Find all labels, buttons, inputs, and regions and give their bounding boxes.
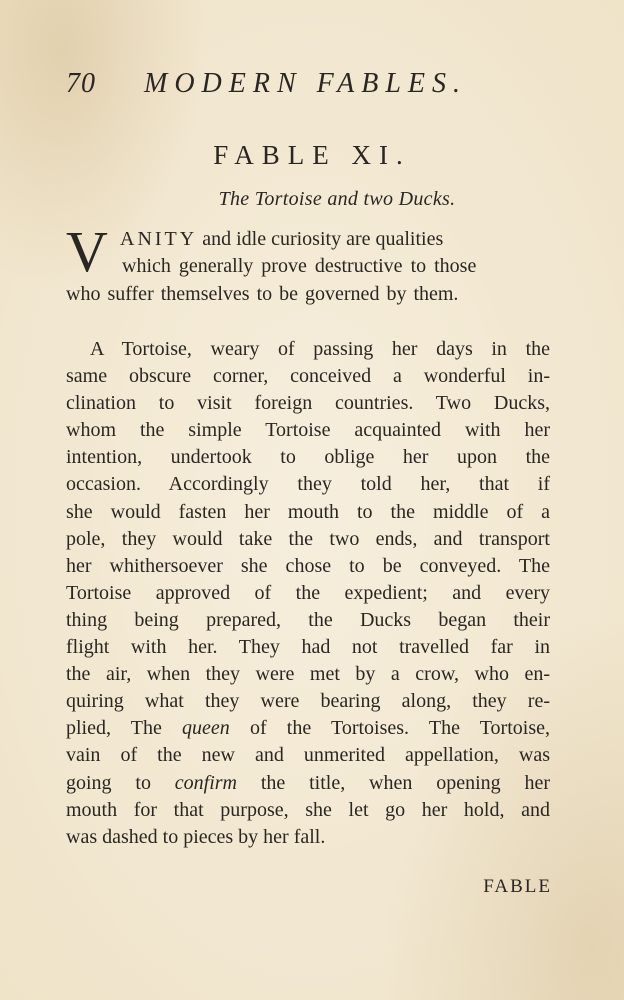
italic-word: queen bbox=[182, 717, 230, 740]
moral-line: which generally prove destructive to those bbox=[122, 255, 477, 277]
body-line: same obscure corner, conceived a wonderful in- bbox=[66, 365, 550, 388]
fable-body bbox=[66, 336, 550, 851]
fable-subtitle: The Tortoise and two Ducks. bbox=[218, 188, 456, 210]
body-line: flight with her. They had not travelled far in bbox=[66, 636, 550, 659]
body-line: the air, when they were met by a crow, who en- bbox=[66, 663, 550, 686]
body-line: intention, undertook to oblige her upon the bbox=[66, 446, 550, 469]
drop-cap: V bbox=[66, 219, 108, 284]
body-line: plied, The queen of the Tortoises. The Tortoise, bbox=[66, 717, 550, 740]
body-line: thing being prepared, the Ducks began their bbox=[66, 608, 550, 631]
body-line: was dashed to pieces by her fall. bbox=[66, 825, 326, 848]
catchword: FABLE bbox=[483, 876, 552, 897]
body-line: her whithersoever she chose to be conveyed. The bbox=[66, 554, 550, 577]
body-line: whom the simple Tortoise acquainted with her bbox=[66, 419, 550, 442]
book-title: MODERN FABLES. bbox=[144, 68, 468, 99]
body-line: pole, they would take the two ends, and transport bbox=[66, 527, 550, 550]
body-line: mouth for that purpose, she let go her hold, and bbox=[66, 798, 550, 821]
moral-line: who suffer themselves to be governed by them. bbox=[66, 283, 459, 305]
page-number: 70 bbox=[66, 68, 96, 99]
body-line: vain of the new and unmerited appellation, was bbox=[66, 744, 550, 767]
body-line: going to confirm the title, when opening her bbox=[66, 771, 550, 794]
body-line: A Tortoise, weary of passing her days in the bbox=[90, 338, 550, 360]
moral-line bbox=[120, 226, 443, 253]
moral-line-rest: and idle curiosity are qualities bbox=[197, 228, 444, 250]
body-line: clination to visit foreign countries. Two Ducks, bbox=[66, 392, 550, 415]
body-line: Tortoise approved of the expedient; and every bbox=[66, 581, 550, 604]
body-line: occasion. Accordingly they told her, that if bbox=[66, 473, 550, 496]
fable-heading: FABLE XI. bbox=[213, 140, 411, 170]
small-caps-word: ANITY bbox=[120, 228, 198, 250]
running-head bbox=[66, 68, 556, 108]
body-line: quiring what they were bearing along, they re- bbox=[66, 690, 550, 713]
italic-word: confirm bbox=[174, 771, 237, 794]
body-line: she would fasten her mouth to the middle of a bbox=[66, 500, 550, 523]
